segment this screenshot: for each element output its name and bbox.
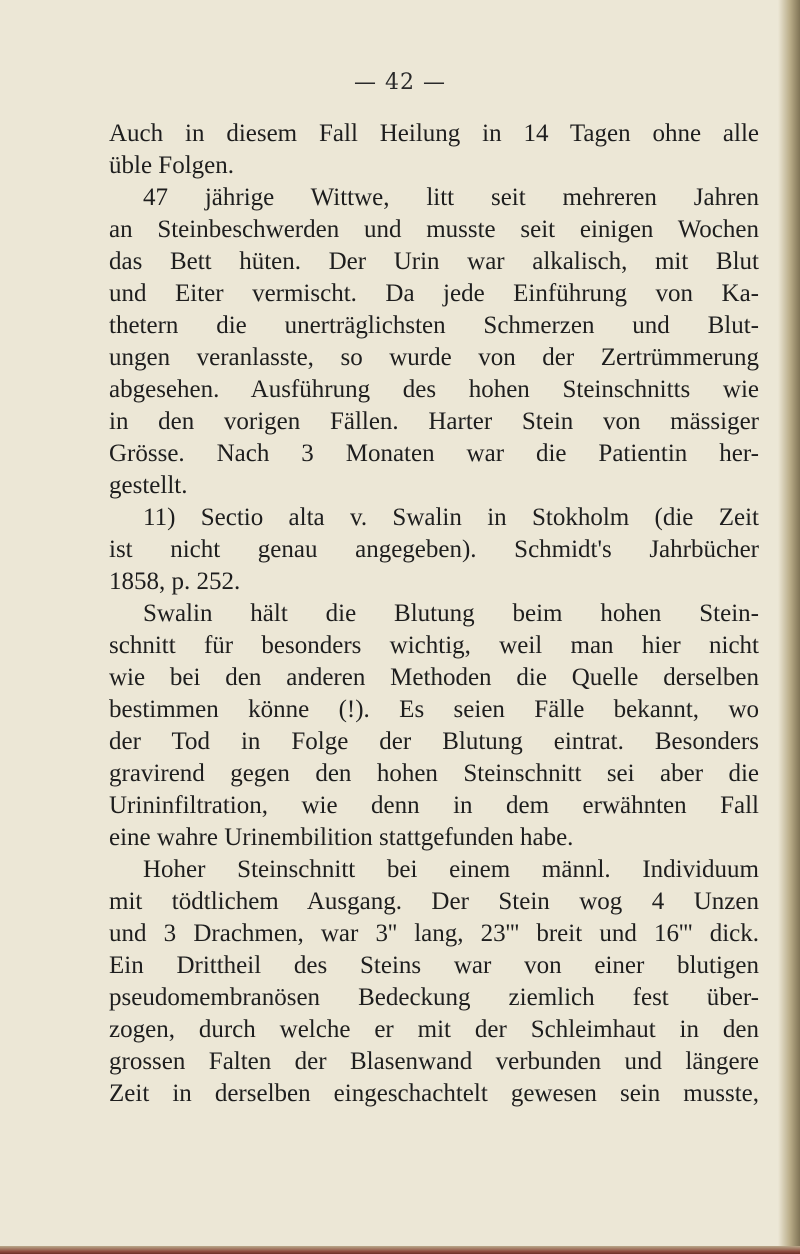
text-line: Auch in diesem Fall Heilung in 14 Tagen ohne alle xyxy=(109,120,759,147)
body-text xyxy=(109,118,759,1110)
text-line: ist nicht genau angegeben). Schmidt's Jahrbücher xyxy=(109,536,759,563)
text-line: an Steinbeschwerden und musste seit einigen Wochen xyxy=(109,216,759,243)
text-line: Swalin hält die Blutung beim hohen Stein- xyxy=(143,600,759,627)
text-line: Hoher Steinschnitt bei einem männl. Individuum xyxy=(143,856,759,883)
text-line: schnitt für besonders wichtig, weil man hier nicht xyxy=(109,632,759,659)
text-line: Urininfiltration, wie denn in dem erwähnten Fall xyxy=(109,792,759,819)
text-line: wie bei den anderen Methoden die Quelle derselben xyxy=(109,664,759,691)
text-line: abgesehen. Ausführung des hohen Steinschnitts wie xyxy=(109,376,759,403)
text-line: gestellt. xyxy=(109,472,188,499)
text-line: ungen veranlasste, so wurde von der Zertrümmerung xyxy=(109,344,759,371)
text-line: und Eiter vermischt. Da jede Einführung von Ka- xyxy=(109,280,759,307)
text-line: gravirend gegen den hohen Steinschnitt sei aber die xyxy=(109,760,759,787)
page-edge-shadow xyxy=(778,0,800,1254)
text-line: Grösse. Nach 3 Monaten war die Patientin her- xyxy=(109,440,759,467)
text-line: 47 jährige Wittwe, litt seit mehreren Jahren xyxy=(143,184,759,211)
text-line: pseudomembranösen Bedeckung ziemlich fest über- xyxy=(109,984,759,1011)
text-line: grossen Falten der Blasenwand verbunden und längere xyxy=(109,1048,759,1075)
text-line: 1858, p. 252. xyxy=(109,568,241,595)
text-line: in den vorigen Fällen. Harter Stein von mässiger xyxy=(109,408,759,435)
text-line: üble Folgen. xyxy=(109,152,234,179)
text-line: Zeit in derselben eingeschachtelt gewesen sein musste, xyxy=(109,1080,759,1107)
text-line: das Bett hüten. Der Urin war alkalisch, mit Blut xyxy=(109,248,759,275)
text-line: 11) Sectio alta v. Swalin in Stokholm (die Zeit xyxy=(143,504,759,531)
text-line: eine wahre Urinembilition stattgefunden habe. xyxy=(109,824,574,851)
text-line: und 3 Drachmen, war 3'' lang, 23''' breit und 16''' dick. xyxy=(109,920,759,947)
text-line: der Tod in Folge der Blutung eintrat. Besonders xyxy=(109,728,759,755)
page-number: — 42 — xyxy=(354,70,446,95)
text-line: zogen, durch welche er mit der Schleimhaut in den xyxy=(109,1016,759,1043)
page-bottom-edge xyxy=(0,1246,800,1254)
text-line: Ein Drittheil des Steins war von einer blutigen xyxy=(109,952,759,979)
text-line: thetern die unerträglichsten Schmerzen und Blut- xyxy=(109,312,759,339)
text-line: bestimmen könne (!). Es seien Fälle bekannt, wo xyxy=(109,696,759,723)
text-line: mit tödtlichem Ausgang. Der Stein wog 4 Unzen xyxy=(109,888,759,915)
